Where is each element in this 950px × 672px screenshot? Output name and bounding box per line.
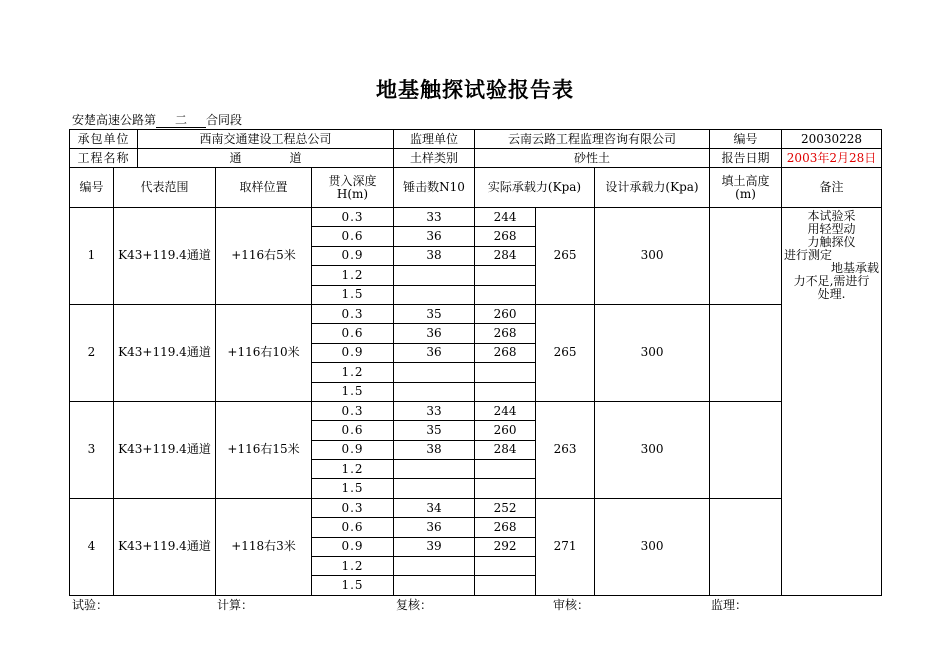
group-range: K43+119.4通道 [114, 498, 216, 595]
depth-cell: 1.5 [312, 479, 394, 498]
header-location: 取样位置 [216, 168, 312, 208]
bearing-cell [475, 576, 536, 595]
blows-cell: 33 [394, 208, 475, 227]
group-design: 300 [595, 401, 710, 498]
header-fill [710, 168, 782, 208]
contract-section-line [72, 113, 242, 128]
remark-line: 用轻型动 [807, 222, 856, 236]
report-title: 地基触探试验报告表 [376, 77, 574, 102]
group-range: K43+119.4通道 [114, 304, 216, 401]
header-depth-line2: H(m) [336, 186, 369, 201]
depth-cell: 0.3 [312, 401, 394, 420]
group-actual: 265 [536, 304, 595, 401]
contractor-label: 承包单位 [70, 130, 138, 149]
blows-cell [394, 557, 475, 576]
header-fill-line1: 填土高度 [721, 173, 770, 188]
header-remark: 备注 [782, 168, 882, 208]
blows-cell [394, 363, 475, 382]
bearing-cell: 244 [475, 208, 536, 227]
group-design: 300 [595, 498, 710, 595]
data-row [70, 401, 882, 420]
contractor-value: 西南交通建设工程总公司 [138, 130, 394, 149]
report-table [69, 129, 882, 596]
group-fill-height [710, 401, 782, 498]
group-no: 1 [70, 208, 114, 305]
header-range: 代表范围 [114, 168, 216, 208]
group-design: 300 [595, 208, 710, 305]
contract-suffix: 合同段 [206, 113, 243, 127]
contract-number: 二 [156, 114, 206, 128]
blows-cell [394, 479, 475, 498]
group-design: 300 [595, 304, 710, 401]
bearing-cell: 268 [475, 324, 536, 343]
bearing-cell: 244 [475, 401, 536, 420]
supervisor-label: 监理单位 [394, 130, 475, 149]
depth-cell: 0.3 [312, 208, 394, 227]
group-fill-height [710, 208, 782, 305]
header-design: 设计承载力(Kpa) [595, 168, 710, 208]
bearing-cell [475, 285, 536, 304]
depth-cell: 1.2 [312, 363, 394, 382]
remark-line: 力不足,需进行 [793, 274, 870, 288]
remark-cell [782, 208, 882, 596]
code-value: 20030228 [782, 130, 882, 149]
supervisor-value: 云南云路工程监理咨询有限公司 [475, 130, 710, 149]
remark-line: 力触探仪 [807, 235, 856, 249]
soil-label: 土样类别 [394, 149, 475, 168]
footer-test: 试验： [72, 598, 109, 612]
remark-line: 地基承载 [831, 261, 880, 275]
data-row [70, 304, 882, 323]
group-actual: 265 [536, 208, 595, 305]
data-row [70, 208, 882, 227]
header-actual: 实际承载力(Kpa) [475, 168, 595, 208]
footer-supervise: 监理： [711, 598, 748, 612]
group-no: 4 [70, 498, 114, 595]
depth-cell: 1.2 [312, 557, 394, 576]
bearing-cell: 268 [475, 343, 536, 362]
bearing-cell [475, 363, 536, 382]
group-fill-height [710, 498, 782, 595]
depth-cell: 1.2 [312, 460, 394, 479]
bearing-cell: 268 [475, 518, 536, 537]
footer-calc: 计算： [217, 598, 254, 612]
bearing-cell [475, 382, 536, 401]
blows-cell: 36 [394, 227, 475, 246]
bearing-cell: 260 [475, 304, 536, 323]
bearing-cell: 284 [475, 440, 536, 459]
blows-cell: 36 [394, 518, 475, 537]
blows-cell: 36 [394, 324, 475, 343]
depth-cell: 0.6 [312, 227, 394, 246]
blows-cell: 38 [394, 246, 475, 265]
soil-value: 砂性土 [475, 149, 710, 168]
bearing-cell [475, 557, 536, 576]
bearing-cell [475, 479, 536, 498]
blows-cell [394, 576, 475, 595]
bearing-cell: 284 [475, 246, 536, 265]
group-fill-height [710, 304, 782, 401]
group-range: K43+119.4通道 [114, 401, 216, 498]
depth-cell: 0.3 [312, 304, 394, 323]
depth-cell: 1.5 [312, 576, 394, 595]
header-fill-line2: (m) [735, 186, 756, 201]
group-range: K43+119.4通道 [114, 208, 216, 305]
blows-cell [394, 460, 475, 479]
group-location: +116右5米 [216, 208, 312, 305]
blows-cell: 38 [394, 440, 475, 459]
data-row [70, 498, 882, 517]
blows-cell [394, 266, 475, 285]
group-location: +118右3米 [216, 498, 312, 595]
remark-line: 处理. [817, 287, 846, 301]
blows-cell [394, 382, 475, 401]
footer-audit: 审核： [553, 598, 590, 612]
blows-cell: 39 [394, 537, 475, 556]
blows-cell: 34 [394, 498, 475, 517]
code-label: 编号 [710, 130, 782, 149]
info-row-2 [70, 149, 882, 168]
header-depth-line1: 贯入深度 [328, 173, 377, 188]
depth-cell: 1.5 [312, 285, 394, 304]
bearing-cell [475, 266, 536, 285]
depth-cell: 0.9 [312, 246, 394, 265]
depth-cell: 0.6 [312, 518, 394, 537]
header-row [70, 168, 882, 208]
depth-cell: 0.6 [312, 421, 394, 440]
depth-cell: 0.9 [312, 537, 394, 556]
header-blows: 锤击数N10 [394, 168, 475, 208]
remark-line: 本试验采 [807, 209, 856, 223]
header-depth [312, 168, 394, 208]
depth-cell: 0.9 [312, 343, 394, 362]
group-actual: 271 [536, 498, 595, 595]
contract-prefix: 安楚高速公路第 [72, 113, 157, 127]
bearing-cell: 252 [475, 498, 536, 517]
group-location: +116右15米 [216, 401, 312, 498]
bearing-cell: 268 [475, 227, 536, 246]
group-no: 2 [70, 304, 114, 401]
depth-cell: 0.6 [312, 324, 394, 343]
depth-cell: 0.3 [312, 498, 394, 517]
date-value: 2003年2月28日 [782, 149, 882, 168]
depth-cell: 1.5 [312, 382, 394, 401]
header-no: 编号 [70, 168, 114, 208]
info-row-1 [70, 130, 882, 149]
depth-cell: 0.9 [312, 440, 394, 459]
bearing-cell: 260 [475, 421, 536, 440]
project-name-label: 工程名称 [70, 149, 138, 168]
blows-cell: 35 [394, 304, 475, 323]
blows-cell: 35 [394, 421, 475, 440]
project-name-value: 通 道 [138, 149, 394, 168]
group-no: 3 [70, 401, 114, 498]
blows-cell: 36 [394, 343, 475, 362]
blows-cell: 33 [394, 401, 475, 420]
group-actual: 263 [536, 401, 595, 498]
depth-cell: 1.2 [312, 266, 394, 285]
remark-line: 进行测定 [784, 248, 833, 262]
bearing-cell: 292 [475, 537, 536, 556]
blows-cell [394, 285, 475, 304]
group-location: +116右10米 [216, 304, 312, 401]
date-label: 报告日期 [710, 149, 782, 168]
bearing-cell [475, 460, 536, 479]
footer-review: 复核： [396, 598, 433, 612]
